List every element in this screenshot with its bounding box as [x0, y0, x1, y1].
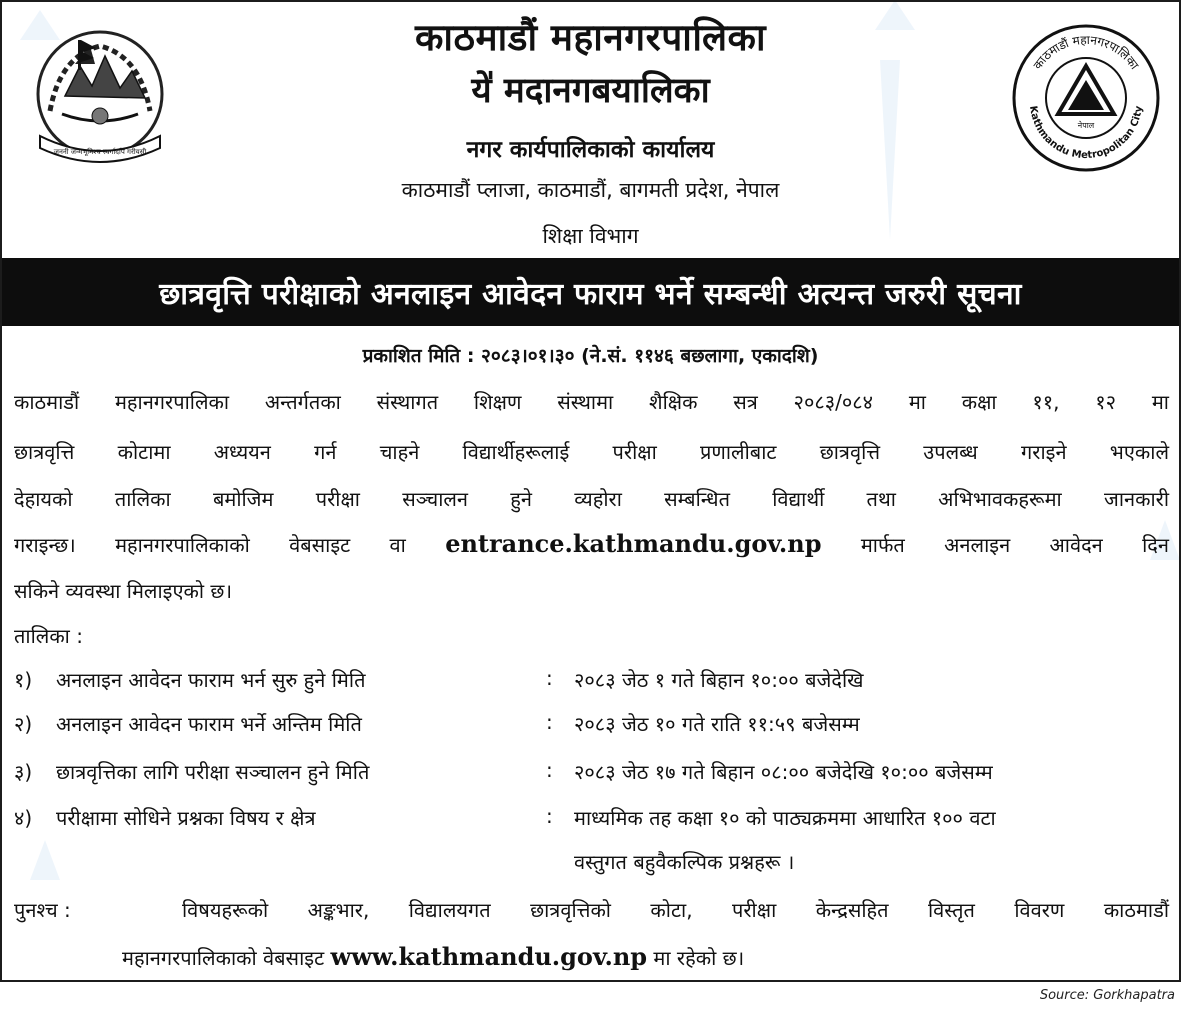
header-office-title: नगर कार्यपालिकाको कार्यालय: [466, 137, 715, 163]
body-line-5: सकिने व्यवस्था मिलाइएको छ।: [14, 579, 233, 603]
schedule-row-continuation: [14, 848, 1174, 882]
schedule-row-colon: :: [546, 804, 553, 828]
schedule-row-number: ३): [14, 760, 33, 784]
body-line-3: देहायको तालिका बमोजिम परीक्षा सञ्चालन हुने व्यहोरा सम्बन्धित विद्यार्थी तथा अभिभावकहरूमा जानकारी: [14, 487, 1169, 511]
schedule-row-label: छात्रवृत्तिका लागि परीक्षा सञ्चालन हुने मिति: [56, 760, 370, 784]
notice-title-banner: [2, 258, 1179, 326]
notice-title: छात्रवृत्ति परीक्षाको अनलाइन आवेदन फाराम भर्ने सम्बन्धी अत्यन्त जरुरी सूचना: [159, 276, 1022, 312]
body-line-1: काठमाडौं महानगरपालिका अन्तर्गतका संस्थागत शिक्षण संस्थामा शैक्षिक सत्र २०८३/०८४ मा कक्षा ११, १२ मा: [14, 390, 1169, 414]
schedule-row: [14, 804, 1174, 838]
schedule-row: [14, 666, 1174, 700]
nepal-emblem-icon: [20, 16, 180, 176]
schedule-row: [14, 758, 1174, 792]
schedule-row-label: अनलाइन आवेदन फाराम भर्न सुरु हुने मिति: [56, 668, 366, 692]
body-line-2: छात्रवृत्ति कोटामा अध्ययन गर्न चाहने विद्यार्थीहरूलाई परीक्षा प्रणालीबाट छात्रवृत्ति उपलब्ध गराइने भएकाले: [14, 440, 1169, 464]
postscript-line-2: [122, 942, 744, 971]
postscript-label: पुनश्च :: [14, 898, 71, 922]
header-line-2: ये॑ मदानगबयालिका: [471, 70, 710, 111]
schedule-row-value: २०८३ जेठ १७ गते बिहान ०८:०० बजेदेखि १०:०० बजेसम्म: [574, 760, 993, 784]
emblem-motto: जननी जन्मभूमिश्च स्वर्गादपि गरीयसी: [53, 148, 147, 156]
kmc-seal-icon: [1010, 22, 1162, 174]
schedule-row-value: २०८३ जेठ १ गते बिहान १०:०० बजेदेखि: [574, 668, 864, 692]
source-credit: Source: Gorkhapatra: [1039, 988, 1175, 1003]
header-department: शिक्षा विभाग: [542, 224, 639, 248]
schedule-row-label: परीक्षामा सोधिने प्रश्नका विषय र क्षेत्र: [56, 806, 316, 830]
schedule-row-label: अनलाइन आवेदन फाराम भर्ने अन्तिम मिति: [56, 712, 362, 736]
header-address: काठमाडौं प्लाजा, काठमाडौं, बागमती प्रदेश, नेपाल: [401, 178, 780, 202]
seal-text: काठमाडौं महानगरपालिका: [1030, 32, 1142, 73]
kathmandu-website-link[interactable]: www.kathmandu.gov.np: [330, 942, 648, 971]
seal-country: नेपाल: [1077, 121, 1095, 130]
schedule-row-number: १): [14, 668, 33, 692]
schedule-row-colon: :: [546, 758, 553, 782]
schedule-row-value: २०८३ जेठ १० गते राति ११:५९ बजेसम्म: [574, 712, 860, 736]
schedule-row-colon: :: [546, 710, 553, 734]
schedule-row: [14, 710, 1174, 744]
postscript-line-1: विषयहरूको अङ्कभार, विद्यालयगत छात्रवृत्तिको कोटा, परीक्षा केन्द्रसहित विस्तृत विवरण काठमाडौं: [182, 898, 1169, 922]
schedule-row-number: २): [14, 712, 33, 736]
body-line-4: [14, 529, 1169, 558]
postscript-line-2-start: महानगरपालिकाको वेबसाइट: [122, 946, 325, 970]
published-date: प्रकाशित मिति : २०८३।०१।३० (ने.सं. ११४६ बछलागा, एकादशि): [362, 345, 819, 367]
schedule-heading: तालिका :: [14, 624, 83, 648]
schedule-row-value-continued: वस्तुगत बहुवैकल्पिक प्रश्नहरू ।: [574, 850, 795, 874]
body-line-4-start: गराइन्छ। महानगरपालिकाको वेबसाइट वा: [14, 533, 406, 557]
notice-header: [2, 2, 1179, 254]
body-line-4-end: मार्फत अनलाइन आवेदन दिन: [860, 533, 1170, 557]
schedule-row-number: ४): [14, 806, 33, 830]
schedule-row-value: माध्यमिक तह कक्षा १० को पाठ्यक्रममा आधारित १०० वटा: [574, 806, 996, 830]
schedule-row-colon: :: [546, 666, 553, 690]
seal-text-en: Kathmandu Metropolitan City: [1027, 105, 1145, 162]
entrance-website-link[interactable]: entrance.kathmandu.gov.np: [445, 529, 822, 558]
header-line-1: काठमाडौं महानगरपालिका: [414, 16, 767, 59]
postscript-line-2-end: मा रहेको छ।: [653, 946, 745, 970]
